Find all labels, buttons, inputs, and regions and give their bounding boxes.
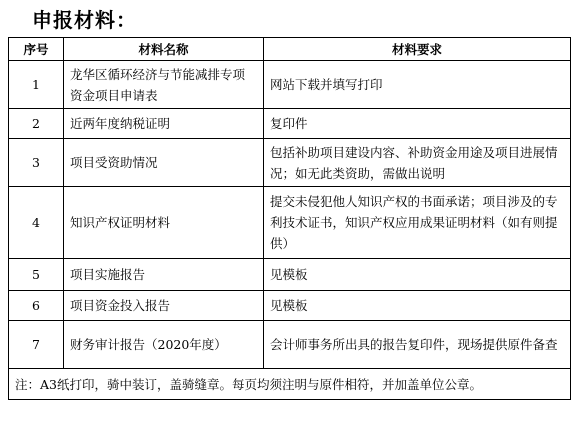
row-name: 龙华区循环经济与节能减排专项资金项目申请表 — [64, 61, 264, 109]
row-name: 项目资金投入报告 — [64, 291, 264, 321]
header-requirement: 材料要求 — [264, 38, 571, 61]
row-requirement: 网站下载并填写打印 — [264, 61, 571, 109]
row-no: 2 — [9, 109, 64, 139]
row-no: 3 — [9, 139, 64, 187]
row-requirement: 包括补助项目建设内容、补助资金用途及项目进展情况；如无此类资助，需做出说明 — [264, 139, 571, 187]
row-name: 知识产权证明材料 — [64, 187, 264, 259]
row-requirement: 会计师事务所出具的报告复印件，现场提供原件备查 — [264, 321, 571, 369]
table-row — [9, 61, 571, 109]
row-name: 项目实施报告 — [64, 259, 264, 291]
table-note: 注：A3纸打印，骑中装订，盖骑缝章。每页均须注明与原件相符，并加盖单位公章。 — [9, 369, 571, 400]
row-requirement: 复印件 — [264, 109, 571, 139]
row-no: 7 — [9, 321, 64, 369]
row-no: 5 — [9, 259, 64, 291]
page-heading: 申报材料： — [32, 8, 137, 32]
row-requirement: 提交未侵犯他人知识产权的书面承诺；项目涉及的专利技术证书，知识产权应用成果证明材料（如有则提供） — [264, 187, 571, 259]
header-name: 材料名称 — [64, 38, 264, 61]
table-row — [9, 291, 571, 321]
table-row — [9, 321, 571, 369]
materials-table — [8, 37, 571, 400]
row-name: 项目受资助情况 — [64, 139, 264, 187]
table-note-row — [9, 369, 571, 400]
row-requirement: 见模板 — [264, 259, 571, 291]
row-requirement: 见模板 — [264, 291, 571, 321]
row-name: 财务审计报告（2020年度） — [64, 321, 264, 369]
header-no: 序号 — [9, 38, 64, 61]
table-row — [9, 139, 571, 187]
row-no: 1 — [9, 61, 64, 109]
row-name: 近两年度纳税证明 — [64, 109, 264, 139]
row-no: 4 — [9, 187, 64, 259]
row-no: 6 — [9, 291, 64, 321]
table-row — [9, 187, 571, 259]
table-header-row — [9, 38, 571, 61]
table-row — [9, 109, 571, 139]
table-row — [9, 259, 571, 291]
